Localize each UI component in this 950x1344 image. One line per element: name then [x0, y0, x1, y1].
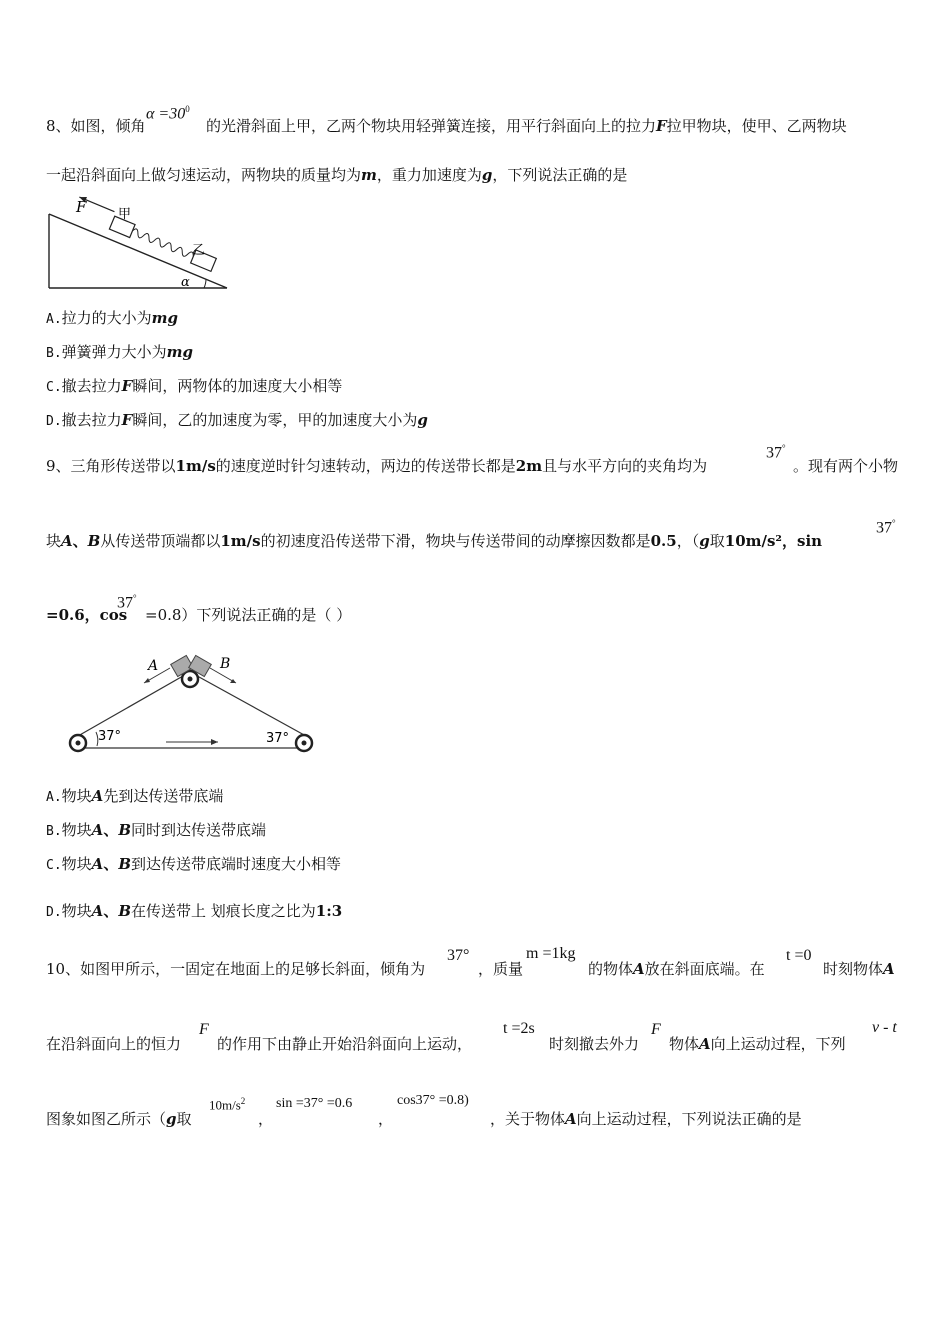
q10-line2b: 的作用下由静止开始沿斜面向上运动，: [217, 1035, 473, 1053]
fig-label-F: F: [76, 198, 87, 216]
q8-incline-figure: [44, 196, 234, 292]
fig-label-yi: 乙: [192, 243, 206, 258]
q8-line2: 一起沿斜面向上做匀速运动，两物块的质量均为m，重力加速度为g，下列说法正确的是: [46, 166, 628, 184]
q10-sin-eq: sin =37° =0.6: [276, 1096, 353, 1111]
q10-t0: t =0: [786, 947, 812, 964]
q9-line1: 9、三角形传送带以1m/s的速度逆时针匀速转动，两边的传送带长都是2m且与水平方向的夹角均为: [46, 457, 708, 475]
fig-label-jia: 甲: [118, 207, 132, 222]
q8-alpha-eq: $\alpha =30^0$: [146, 104, 190, 123]
q10-F-2: F: [651, 1021, 661, 1038]
q10-line1a: 10、如图甲所示，一固定在地面上的足够长斜面，倾角为: [46, 960, 426, 978]
q8-option-a: A.拉力的大小为mg: [46, 309, 179, 327]
q10-angle: 37°: [447, 947, 470, 964]
q8-option-c: C.撤去拉力F瞬间，两物体的加速度大小相等: [46, 377, 343, 395]
q8-line1: [46, 116, 146, 136]
q10-F-1: F: [199, 1021, 209, 1038]
q9-angle-3: 37°: [117, 593, 137, 612]
q9-angle-1: 37°: [766, 443, 786, 462]
fig-label-alpha: α: [181, 275, 190, 290]
q8-number: 8、如图，倾角: [46, 117, 146, 135]
q9-angle-2: 37°: [876, 518, 896, 537]
q9-option-c: C.物块A、B到达传送带底端时速度大小相等: [46, 855, 342, 873]
q10-vt: v - t: [872, 1019, 897, 1036]
q9-option-b: B.物块A、B同时到达传送带底端: [46, 821, 267, 839]
q10-line2c: 时刻撤去外力: [549, 1035, 640, 1053]
q10-t2: t =2s: [503, 1020, 535, 1037]
q8-option-b: B.弹簧弹力大小为mg: [46, 343, 194, 361]
fig-label-A: A: [148, 658, 159, 674]
q10-comma-2: ，: [378, 1110, 394, 1128]
spring: [131, 228, 195, 260]
q9-line3a: =0.6，cos: [46, 606, 128, 624]
q8-line1-rest: 的光滑斜面上甲，乙两个物块用轻弹簧连接，用平行斜面向上的拉力F拉甲物块，使甲、乙两物块: [206, 117, 847, 135]
q10-mass: m =1kg: [526, 945, 576, 962]
q10-line2d: 物体A向上运动过程，下列: [669, 1035, 846, 1053]
q9-option-a: A.物块A先到达传送带底端: [46, 787, 224, 805]
q10-g-value: $10m/s^2$: [209, 1096, 246, 1113]
fig-label-B: B: [220, 656, 231, 672]
q10-line3a: 图象如图乙所示（g取: [46, 1110, 192, 1128]
fig-label-right-angle: 37°: [266, 731, 290, 746]
q10-comma-1: ，: [258, 1110, 274, 1128]
fig-label-left-angle: 37°: [98, 729, 122, 744]
q9-conveyor-figure: [62, 650, 327, 760]
q10-line3b: ，关于物体A向上运动过程，下列说法正确的是: [490, 1110, 802, 1128]
q9-line2: 块A、B从传送带顶端都以1m/s的初速度沿传送带下滑，物块与传送带间的动摩擦因数都是0.5，（g取10m/s²，sin: [46, 532, 823, 550]
q10-cos-eq: cos37° =0.8): [397, 1093, 469, 1108]
q9-line3b: =0.8）下列说法正确的是（ ）: [145, 606, 352, 624]
q10-line2a: 在沿斜面向上的恒力: [46, 1035, 182, 1053]
q9-line1-tail: 。现有两个小物: [793, 457, 899, 475]
q10-line1e: 时刻物体A: [823, 960, 895, 978]
q10-line1c: 的物体A放在斜面底端。在: [588, 960, 765, 978]
q8-option-d: D.撤去拉力F瞬间，乙的加速度为零，甲的加速度大小为g: [46, 411, 428, 429]
q9-option-d: D.物块A、B在传送带上 划痕长度之比为1:3: [46, 902, 343, 920]
q10-line1b: ，质量: [478, 960, 524, 978]
